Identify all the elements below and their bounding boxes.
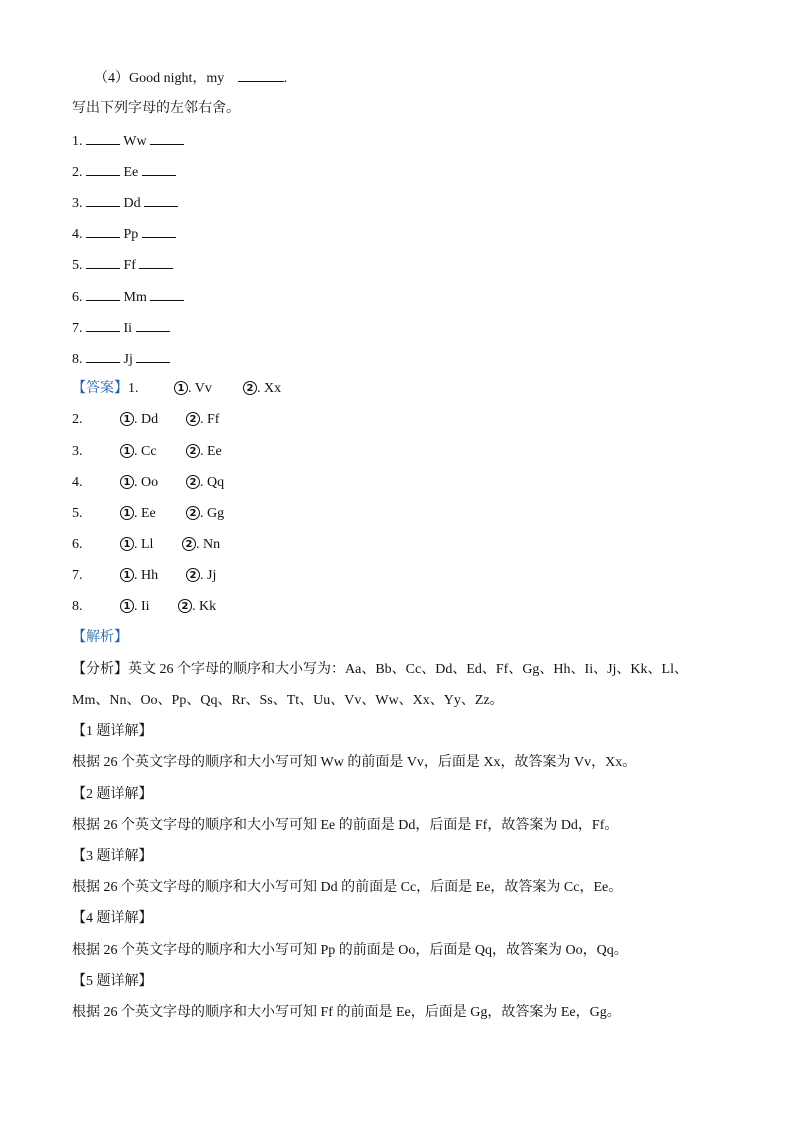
question-number: 7. xyxy=(72,321,83,336)
circled-number-1: 1 xyxy=(120,599,134,613)
question-number: 1. xyxy=(72,134,83,149)
circled-number-2: 2 xyxy=(186,412,200,426)
question-letter: Ff xyxy=(123,258,136,273)
left-blank xyxy=(86,255,120,269)
detail-text: 根据 26 个英文字母的顺序和大小写可知 Ff 的前面是 Ee，后面是 Gg，故答案为 Ee，Gg。 xyxy=(72,1005,621,1020)
analysis-intro-line-2: Mm、Nn、Oo、Pp、Qq、Rr、Ss、Tt、Uu、Vv、Ww、Xx、Yy、Zz。 xyxy=(72,693,504,708)
question-letter: Mm xyxy=(123,290,147,305)
left-blank xyxy=(86,193,120,207)
question-number: 6. xyxy=(72,290,83,305)
question-letter: Ww xyxy=(123,134,147,149)
circled-number-2: 2 xyxy=(178,599,192,613)
answer-number: 7. xyxy=(72,568,83,583)
answer-option-1: 1 . Ii xyxy=(120,598,150,616)
left-blank xyxy=(86,162,120,176)
question-row xyxy=(72,255,173,275)
circled-number-1: 1 xyxy=(120,412,134,426)
circled-number-1: 1 xyxy=(120,568,134,582)
instruction: 写出下列字母的左邻右舍。 xyxy=(72,101,240,116)
answer-number: 2. xyxy=(72,412,83,427)
detail-label: 【3 题详解】 xyxy=(72,849,153,864)
left-blank xyxy=(86,318,120,332)
question-number: 2. xyxy=(72,165,83,180)
answer-option-1: 1 . Vv xyxy=(174,380,212,398)
right-blank xyxy=(139,255,173,269)
question-letter: Ii xyxy=(123,321,133,336)
detail-text: 根据 26 个英文字母的顺序和大小写可知 Ww 的前面是 Vv，后面是 Xx，故答案为 Vv，Xx。 xyxy=(72,755,637,770)
analysis-intro-line-1: 【分析】英文 26 个字母的顺序和大小写为：Aa、Bb、Cc、Dd、Ed、Ff、Gg、Hh、Ii、Jj、Kk、Ll、 xyxy=(72,662,688,677)
circled-number-1: 1 xyxy=(120,537,134,551)
circled-number-2: 2 xyxy=(186,568,200,582)
detail-label: 【4 题详解】 xyxy=(72,911,153,926)
question-number: 4. xyxy=(72,227,83,242)
question-letter: Jj xyxy=(123,352,133,367)
detail-text: 根据 26 个英文字母的顺序和大小写可知 Ee 的前面是 Dd，后面是 Ff，故答案为 Dd，Ff。 xyxy=(72,818,619,833)
question-row xyxy=(72,224,176,244)
answer-number: 【答案】1. xyxy=(72,381,139,396)
analysis-intro-label: 【分析】 xyxy=(72,662,128,677)
question-4-suffix: . xyxy=(283,71,288,86)
answer-row xyxy=(72,598,472,616)
answer-option-1: 1 . Cc xyxy=(120,443,157,461)
left-blank xyxy=(86,287,120,301)
circled-number-2: 2 xyxy=(186,506,200,520)
answer-row xyxy=(72,380,472,398)
detail-label: 【5 题详解】 xyxy=(72,974,153,989)
analysis-label: 【解析】 xyxy=(72,630,128,645)
circled-number-1: 1 xyxy=(120,444,134,458)
answer-option-2: 2 . Xx xyxy=(243,380,281,398)
question-row xyxy=(72,131,184,151)
circled-number-1: 1 xyxy=(120,475,134,489)
question-number: 8. xyxy=(72,352,83,367)
answer-number: 8. xyxy=(72,599,83,614)
question-row xyxy=(72,162,176,182)
right-blank xyxy=(136,318,170,332)
answer-row xyxy=(72,411,472,429)
answer-number: 6. xyxy=(72,537,83,552)
question-letter: Pp xyxy=(123,227,139,242)
circled-number-1: 1 xyxy=(120,506,134,520)
circled-number-2: 2 xyxy=(243,381,257,395)
answer-row xyxy=(72,505,472,523)
answer-blank xyxy=(238,68,284,82)
answer-option-2: 2 . Jj xyxy=(186,567,216,585)
answer-row xyxy=(72,443,472,461)
answer-row xyxy=(72,567,472,585)
answer-option-2: 2 . Qq xyxy=(186,474,224,492)
left-blank xyxy=(86,131,120,145)
question-4-line xyxy=(94,68,287,88)
answer-number: 4. xyxy=(72,475,83,490)
circled-number-2: 2 xyxy=(186,475,200,489)
question-4-prefix: （4）Good night，my xyxy=(94,71,225,86)
answer-row xyxy=(72,474,472,492)
detail-label: 【1 题详解】 xyxy=(72,724,153,739)
circled-number-2: 2 xyxy=(182,537,196,551)
circled-number-1: 1 xyxy=(174,381,188,395)
answer-option-2: 2 . Ee xyxy=(186,443,222,461)
answer-option-1: 1 . Ll xyxy=(120,536,153,554)
answer-option-1: 1 . Ee xyxy=(120,505,156,523)
answer-label: 【答案】 xyxy=(72,381,128,396)
answer-number: 3. xyxy=(72,444,83,459)
left-blank xyxy=(86,224,120,238)
question-row xyxy=(72,318,170,338)
right-blank xyxy=(144,193,178,207)
right-blank xyxy=(142,162,176,176)
left-blank xyxy=(86,349,120,363)
right-blank xyxy=(136,349,170,363)
question-row xyxy=(72,349,170,369)
question-letter: Dd xyxy=(123,196,141,211)
question-row xyxy=(72,193,178,213)
answer-option-1: 1 . Dd xyxy=(120,411,158,429)
answer-option-2: 2 . Kk xyxy=(178,598,216,616)
question-number: 3. xyxy=(72,196,83,211)
answer-option-2: 2 . Gg xyxy=(186,505,224,523)
question-number: 5. xyxy=(72,258,83,273)
question-letter: Ee xyxy=(123,165,139,180)
answer-option-1: 1 . Hh xyxy=(120,567,158,585)
detail-text: 根据 26 个英文字母的顺序和大小写可知 Pp 的前面是 Oo，后面是 Qq，故答案为 Oo，Qq。 xyxy=(72,943,628,958)
question-row xyxy=(72,287,184,307)
right-blank xyxy=(150,131,184,145)
right-blank xyxy=(142,224,176,238)
right-blank xyxy=(150,287,184,301)
detail-label: 【2 题详解】 xyxy=(72,787,153,802)
answer-option-1: 1 . Oo xyxy=(120,474,158,492)
answer-option-2: 2 . Ff xyxy=(186,411,219,429)
answer-row xyxy=(72,536,472,554)
answer-number: 5. xyxy=(72,506,83,521)
answer-option-2: 2 . Nn xyxy=(182,536,220,554)
circled-number-2: 2 xyxy=(186,444,200,458)
detail-text: 根据 26 个英文字母的顺序和大小写可知 Dd 的前面是 Cc，后面是 Ee，故答案为 Cc，Ee。 xyxy=(72,880,623,895)
